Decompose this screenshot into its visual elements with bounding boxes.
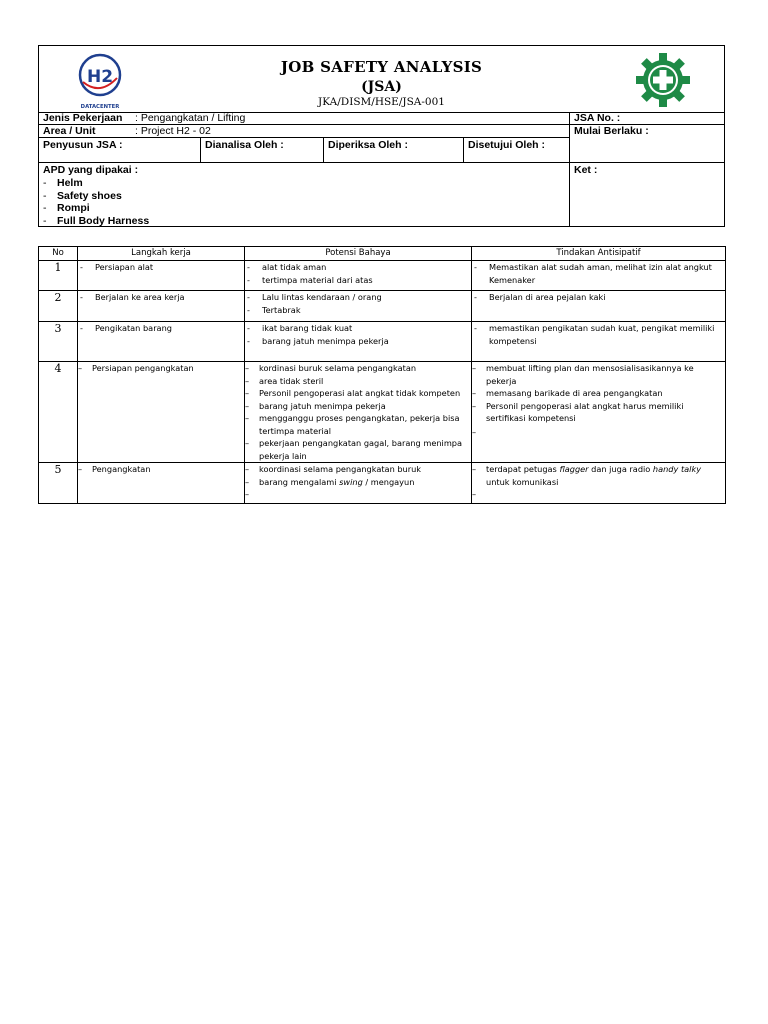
document-subtitle: (JSA) bbox=[361, 79, 402, 95]
list-item: – memasang barikade di area pengangkatan bbox=[472, 387, 725, 400]
apd-list bbox=[43, 177, 149, 227]
list-item: - Berjalan ke area kerja bbox=[78, 291, 244, 304]
text-span: untuk komunikasi bbox=[486, 476, 559, 487]
ket-label: Ket : bbox=[574, 164, 598, 176]
list-item: – kordinasi buruk selama pengangkatan bbox=[245, 362, 471, 375]
list-item: – koordinasi selama pengangkatan buruk bbox=[245, 463, 471, 476]
tindakan-cell bbox=[472, 322, 726, 362]
dianalisa-oleh-label: Dianalisa Oleh : bbox=[205, 139, 284, 151]
col-langkah-kerja: Langkah kerja bbox=[78, 247, 245, 261]
list-item: - tertimpa material dari atas bbox=[245, 274, 471, 287]
list-item: - alat tidak aman bbox=[245, 261, 471, 274]
italic-term: handy talky bbox=[652, 464, 702, 474]
k3-safety-gear-icon bbox=[635, 52, 691, 108]
list-item: – pekerjaan pengangkatan gagal, barang menimpa pekerja lain bbox=[245, 437, 471, 462]
col-tindakan-antisipatif: Tindakan Antisipatif bbox=[472, 247, 726, 261]
text-span: dan juga radio bbox=[588, 464, 653, 474]
row-no: 3 bbox=[39, 322, 78, 362]
tindakan-cell bbox=[472, 291, 726, 322]
langkah-cell bbox=[78, 362, 245, 463]
list-item: - memastikan pengikatan sudah kuat, pengikat memiliki kompetensi bbox=[472, 322, 725, 347]
jsa-header bbox=[38, 45, 725, 227]
bahaya-cell bbox=[245, 291, 472, 322]
col-potensi-bahaya: Potensi Bahaya bbox=[245, 247, 472, 261]
jenis-pekerjaan-label: Jenis Pekerjaan bbox=[43, 112, 123, 124]
document-title: JOB SAFETY ANALYSIS bbox=[280, 58, 483, 76]
jsa-table bbox=[38, 246, 726, 504]
row-no: 2 bbox=[39, 291, 78, 322]
bahaya-cell bbox=[245, 362, 472, 463]
bahaya-cell bbox=[245, 261, 472, 291]
tindakan-cell bbox=[472, 261, 726, 291]
italic-term: flagger bbox=[559, 464, 589, 474]
table-row bbox=[39, 362, 726, 463]
jenis-pekerjaan-value: : Pengangkatan / Lifting bbox=[135, 112, 246, 124]
tindakan-cell bbox=[472, 463, 726, 504]
bahaya-cell bbox=[245, 463, 472, 504]
list-item: - Tertabrak bbox=[245, 304, 471, 317]
langkah-cell bbox=[78, 291, 245, 322]
row-no: 1 bbox=[39, 261, 78, 291]
list-item bbox=[472, 463, 725, 488]
row-no: 4 bbox=[39, 362, 78, 463]
langkah-cell bbox=[78, 463, 245, 504]
list-item bbox=[245, 476, 471, 489]
table-row bbox=[39, 322, 726, 362]
text-span: terdapat petugas bbox=[486, 464, 560, 474]
langkah-cell bbox=[78, 261, 245, 291]
apd-item: - Full Body Harness bbox=[43, 215, 149, 228]
penyusun-jsa-label: Penyusun JSA : bbox=[43, 139, 123, 151]
list-item: - Persiapan alat bbox=[78, 261, 244, 274]
apd-item: - Rompi bbox=[43, 202, 149, 215]
list-item: - Memastikan alat sudah aman, melihat izin alat angkut Kemenaker bbox=[472, 261, 725, 286]
list-item: - ikat barang tidak kuat bbox=[245, 322, 471, 335]
disetujui-oleh-label: Disetujui Oleh : bbox=[468, 139, 546, 151]
text-span: / mengayun bbox=[362, 476, 415, 487]
list-item: - Pengikatan barang bbox=[78, 322, 244, 335]
row-no: 5 bbox=[39, 463, 78, 504]
list-item: - Lalu lintas kendaraan / orang bbox=[245, 291, 471, 304]
list-item: – barang jatuh menimpa pekerja bbox=[245, 400, 471, 413]
col-no: No bbox=[39, 247, 78, 261]
table-row bbox=[39, 291, 726, 322]
italic-term: swing bbox=[339, 476, 363, 487]
list-item-empty bbox=[245, 488, 471, 501]
list-item: – Personil pengoperasi alat angkat harus memiliki sertifikasi kompetensi bbox=[472, 400, 725, 425]
area-unit-label: Area / Unit bbox=[43, 125, 96, 137]
list-item: – area tidak steril bbox=[245, 375, 471, 388]
list-item: - Berjalan di area pejalan kaki bbox=[472, 291, 725, 304]
list-item-empty bbox=[472, 488, 725, 501]
tindakan-cell bbox=[472, 362, 726, 463]
table-row bbox=[39, 463, 726, 504]
text-span: barang mengalami bbox=[259, 476, 340, 487]
logo-text: H2 bbox=[86, 67, 114, 87]
apd-label: APD yang dipakai : bbox=[43, 164, 139, 176]
apd-item: - Helm bbox=[43, 177, 149, 190]
list-item: – Persiapan pengangkatan bbox=[78, 362, 244, 375]
table-row bbox=[39, 261, 726, 291]
langkah-cell bbox=[78, 322, 245, 362]
list-item: – Personil pengoperasi alat angkat tidak kompeten bbox=[245, 387, 471, 400]
mulai-berlaku-label: Mulai Berlaku : bbox=[574, 125, 649, 137]
list-item: – Pengangkatan bbox=[78, 463, 244, 476]
title-area bbox=[39, 46, 724, 113]
apd-item: - Safety shoes bbox=[43, 190, 149, 203]
list-item: – mengganggu proses pengangkatan, pekerja bisa tertimpa material bbox=[245, 412, 471, 437]
diperiksa-oleh-label: Diperiksa Oleh : bbox=[328, 139, 408, 151]
jsa-no-label: JSA No. : bbox=[574, 112, 621, 124]
list-item bbox=[472, 426, 725, 439]
logo-subtext: DATACENTER bbox=[80, 104, 120, 110]
list-item: – membuat lifting plan dan mensosialisasikannya ke pekerja bbox=[472, 362, 725, 387]
bahaya-cell bbox=[245, 322, 472, 362]
document-code: JKA/DISM/HSE/JSA-001 bbox=[318, 96, 445, 108]
table-header-row bbox=[39, 247, 726, 261]
list-item: - barang jatuh menimpa pekerja bbox=[245, 335, 471, 348]
area-unit-value: : Project H2 - 02 bbox=[135, 125, 211, 137]
